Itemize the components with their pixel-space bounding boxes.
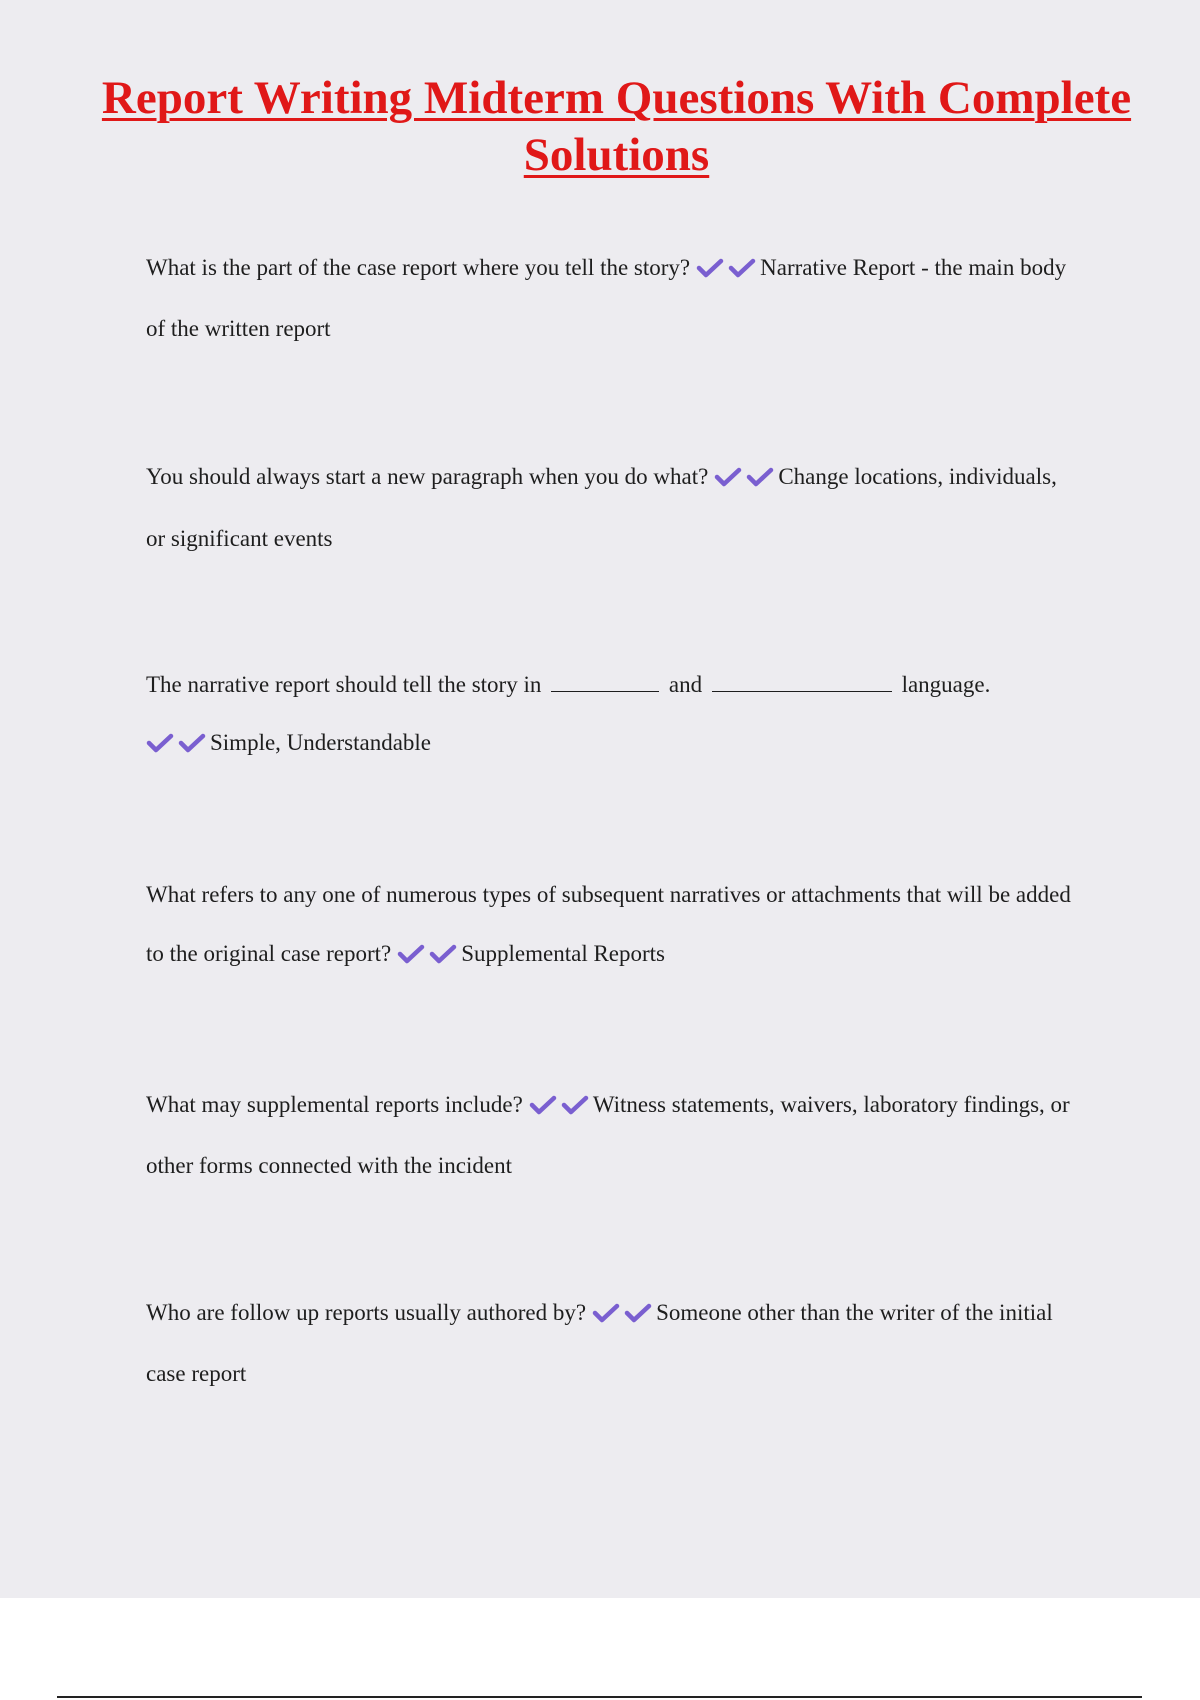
answer-text: Simple, Understandable xyxy=(210,730,432,755)
document-title: Report Writing Midterm Questions With Complete Solutions xyxy=(101,72,1132,181)
question-text: The narrative report should tell the story in xyxy=(146,672,542,697)
answer-text: Change locations, individuals, or significant events xyxy=(146,464,1057,551)
double-check-icon xyxy=(146,732,206,754)
answer-text: Witness statements, waivers, laboratory findings, or other forms connected with the incident xyxy=(146,1092,1070,1178)
qa-item xyxy=(146,865,1076,983)
fill-in-blank xyxy=(551,671,659,692)
question-text: language. xyxy=(901,672,991,697)
qa-item xyxy=(146,656,1076,772)
qa-item xyxy=(146,1074,1076,1196)
question-text: Who are follow up reports usually authored by? xyxy=(146,1300,587,1325)
double-check-icon xyxy=(696,257,756,279)
qa-item xyxy=(146,237,1076,359)
fill-in-blank xyxy=(712,671,892,692)
question-text: You should always start a new paragraph when you do what? xyxy=(146,464,709,489)
question-text: and xyxy=(668,672,703,697)
answer-text: Supplemental Reports xyxy=(461,941,666,966)
double-check-icon xyxy=(397,943,457,965)
qa-item xyxy=(146,446,1076,570)
double-check-icon xyxy=(529,1094,589,1116)
double-check-icon xyxy=(592,1302,652,1324)
question-text: What refers to any one of numerous types of subsequent narratives or attachments that will be added to the original case report? xyxy=(146,882,1071,966)
qa-item xyxy=(146,1282,1076,1404)
question-text: What may supplemental reports include? xyxy=(146,1092,523,1117)
question-text: What is the part of the case report where you tell the story? xyxy=(146,255,691,280)
double-check-icon xyxy=(714,466,774,488)
answer-text: Narrative Report - the main body of the written report xyxy=(146,255,1067,341)
footer-divider xyxy=(57,1696,1142,1698)
answer-text: Someone other than the writer of the initial case report xyxy=(146,1300,1053,1386)
